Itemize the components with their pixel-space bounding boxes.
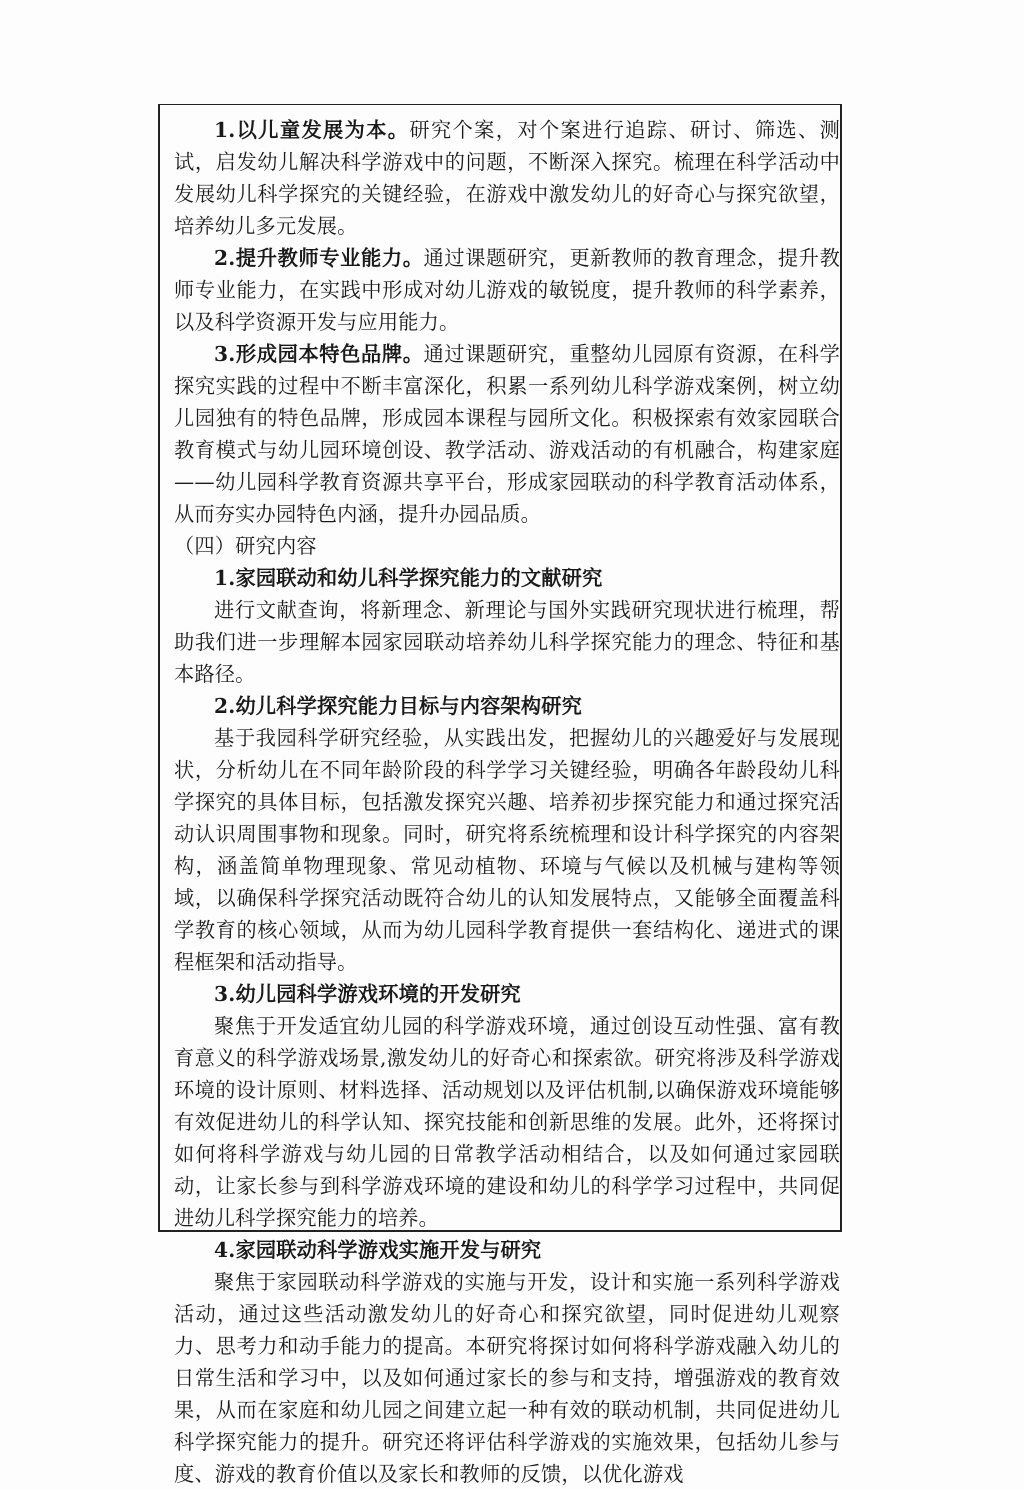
goal-text-2: 通过课题研究，更新教师的教育理念，提升教师专业能力，在实践中形成对幼儿游戏的敏锐度，提升教师的科学素养，以及科学资源开发与应用能力。 [174,246,840,334]
goal-paragraph-1 [174,114,840,242]
content-heading-1: 1.家园联动和幼儿科学探究能力的文献研究 [214,566,603,590]
content-heading-3: 3.幼儿园科学游戏环境的开发研究 [214,982,521,1006]
document-body [174,114,840,1490]
goal-lead-3: 3.形成园本特色品牌。 [214,342,424,366]
content-body-3: 聚焦于开发适宜幼儿园的科学游戏环境，通过创设互动性强、富有教育意义的科学游戏场景,激发幼儿的好奇心和探索欲。研究将涉及科学游戏环境的设计原则、材料选择、活动规划以及评估机制,以确保游戏环境能够有效促进幼儿的科学认知、探究技能和创新思维的发展。此外，还将探讨如何将科学游戏与幼儿园的日常教学活动相结合，以及如何通过家园联动，让家长参与到科学游戏环境的建设和幼儿的科学学习过程中，共同促进幼儿科学探究能力的培养。 [174,1014,840,1230]
content-heading-2: 2.幼儿科学探究能力目标与内容架构研究 [214,694,583,718]
content-heading-4: 4.家园联动科学游戏实施开发与研究 [214,1238,542,1262]
goal-paragraph-2 [174,242,840,338]
goal-text-3: 通过课题研究，重整幼儿园原有资源，在科学探究实践的过程中不断丰富深化，积累一系列幼儿科学游戏案例，树立幼儿园独有的特色品牌，形成园本课程与园所文化。积极探索有效家园联合教育模式与幼儿园环境创设、教学活动、游戏活动的有机融合，构建家庭——幼儿园科学教育资源共享平台，形成家园联动的科学教育活动体系，从而夯实办园特色内涵，提升办园品质。 [174,342,840,526]
section-title: （四）研究内容 [174,534,317,558]
goal-text-1: 研究个案，对个案进行追踪、研讨、筛选、测试，启发幼儿解决科学游戏中的问题，不断深入探究。梳理在科学活动中发展幼儿科学探究的关键经验，在游戏中激发幼儿的好奇心与探究欲望，培养幼儿多元发展。 [174,118,840,238]
content-body-1: 进行文献查询，将新理念、新理论与国外实践研究现状进行梳理，帮助我们进一步理解本园家园联动培养幼儿科学探究能力的理念、特征和基本路径。 [174,598,840,686]
goal-lead-1: 1.以儿童发展为本。 [214,118,410,142]
document-frame [158,104,842,1486]
goal-lead-2: 2.提升教师专业能力。 [214,246,424,270]
content-body-4: 聚焦于家园联动科学游戏的实施与开发，设计和实施一系列科学游戏活动，通过这些活动激发幼儿的好奇心和探究欲望，同时促进幼儿观察力、思考力和动手能力的提高。本研究将探讨如何将科学游戏融入幼儿的日常生活和学习中，以及如何通过家长的参与和支持，增强游戏的教育效果，从而在家庭和幼儿园之间建立起一种有效的联动机制，共同促进幼儿科学探究能力的提升。研究还将评估科学游戏的实施效果，包括幼儿参与度、游戏的教育价值以及家长和教师的反馈，以优化游戏 [174,1270,840,1486]
content-body-2: 基于我园科学研究经验，从实践出发，把握幼儿的兴趣爱好与发展现状，分析幼儿在不同年龄阶段的科学学习关键经验，明确各年龄段幼儿科学探究的具体目标，包括激发探究兴趣、培养初步探究能力和通过探究活动认识周围事物和现象。同时，研究将系统梳理和设计科学探究的内容架构，涵盖简单物理现象、常见动植物、环境与气候以及机械与建构等领域，以确保科学探究活动既符合幼儿的认知发展特点，又能够全面覆盖科学教育的核心领域，从而为幼儿园科学教育提供一套结构化、递进式的课程框架和活动指导。 [174,726,840,974]
goal-paragraph-3 [174,338,840,530]
